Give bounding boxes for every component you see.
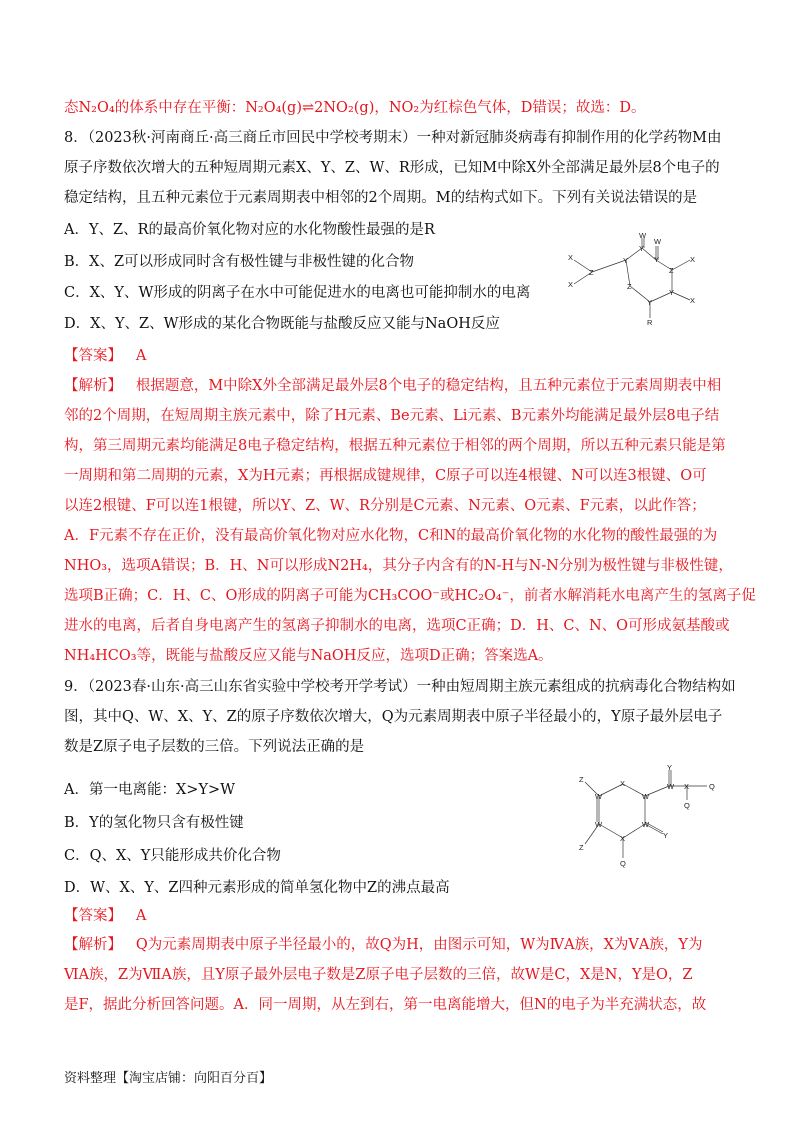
question-9-analysis-2: ⅥA族，Z为ⅦA族，且Y原子最外层电子数是Z原子电子层数的三倍，故W是C，X是N，Y是O，Z: [64, 967, 693, 983]
analysis-text: 根据题意，M中除X外全部满足最外层8个电子的稳定结构，且五种元素位于元素周期表中相: [135, 378, 722, 394]
fig8-atom-y-bot: Y: [647, 298, 653, 307]
question-9-answer: [64, 906, 146, 926]
question-9-stem-2: 图，其中Q、W、X、Y、Z的原子序数依次增大，Q为元素周期表中原子半径最小的，Y原子最外层电子: [64, 709, 723, 725]
question-9-structure-diagram: [575, 762, 725, 874]
question-9-stem-1: 9．（2023春·山东·高三山东省实验中学校考开学考试）一种由短周期主族元素组成的抗病毒化合物结构如: [64, 679, 736, 695]
question-8-option-d: D．X、Y、Z、W形成的某化合物既能与盐酸反应又能与NaOH反应: [64, 316, 500, 332]
analysis-tag: 【解析】: [64, 378, 122, 394]
fig8-atom-x2: X: [568, 280, 574, 289]
fig8-atom-y-right: Y: [669, 288, 675, 297]
question-9-option-b: B．Y的氢化物只含有极性键: [64, 815, 244, 831]
question-8-structure-diagram: [560, 232, 710, 332]
question-8-analysis-8: 选项B正确；C．H、C、O形成的阴离子可能为CH₃COO⁻或HC₂O₄⁻，前者水解消耗水电离产生的氢离子促: [64, 588, 756, 604]
question-8-analysis-10: NH₄HCO₃等，既能与盐酸反应又能与NaOH反应，选项D正确；答案选A。: [64, 648, 553, 664]
fig8-atom-y-top: Y: [639, 244, 645, 253]
fig9-atom-q-ext: Q: [709, 782, 715, 791]
fig8-atom-x-right: X: [690, 255, 696, 264]
question-8-stem-3: 稳定结构，且五种元素位于元素周期表中相邻的2个周期。M的结构式如下。下列有关说法错误的是: [64, 190, 698, 206]
question-8-analysis-4: 一周期和第二周期的元素，X为H元素；再根据成键规律，C原子可以连4根键、N可以连3根键、O可: [64, 468, 707, 484]
question-8-stem-1: 8．（2023秋·河南商丘·高三商丘市回民中学校考期末）一种对新冠肺炎病毒有抑制作用的化学药物M由: [64, 130, 722, 146]
fig9-atom-q-ext2: Q: [684, 801, 690, 810]
answer-tag: 【答案】: [64, 908, 122, 924]
fig9-atom-w2: W: [642, 792, 650, 801]
fig8-atom-z-left: Z: [589, 268, 594, 277]
analysis-tag: 【解析】: [64, 937, 122, 953]
question-9-option-a: A．第一电离能：X>Y>W: [64, 782, 236, 798]
fig8-atom-r-bot: R: [647, 318, 653, 327]
fig9-atom-y-right: Y: [663, 831, 669, 840]
analysis-text: Q为元素周期表中原子半径最小的，故Q为H，由图示可知，W为ⅣA族，X为ⅤA族，Y为: [135, 937, 703, 953]
fig9-atom-w4: W: [642, 820, 650, 829]
fig9-atom-y-top: Y: [667, 763, 673, 772]
fig9-atom-x-ext: X: [684, 782, 690, 791]
question-8-analysis-9: 进水的电离，后者自身电离产生的氢离子抑制水的电离，选项C正确；D．H、C、N、O可形成氨基酸或: [64, 618, 730, 634]
answer-tag: 【答案】: [64, 348, 122, 364]
question-8-stem-2: 原子序数依次增大的五种短周期元素X、Y、Z、W、R形成，已知M中除X外全部满足最外层8个电子的: [64, 160, 720, 176]
fig9-atom-w-ext: W: [667, 782, 675, 791]
fig8-atom-x1: X: [568, 253, 574, 262]
fig8-atom-w-top: W: [639, 232, 647, 240]
question-8-answer: [64, 346, 146, 366]
fig9-atom-x-bot: X: [620, 834, 626, 843]
question-8-analysis-2: 邻的2个周期，在短周期主族元素中，除了H元素、Be元素、Li元素、B元素外均能满足最外层8电子结: [64, 408, 720, 424]
fig8-atom-z-bot: Z: [627, 282, 632, 291]
question-9-stem-3: 数是Z原子电子层数的三倍。下列说法正确的是: [64, 739, 365, 755]
fig8-atom-z-right: Z: [669, 266, 674, 275]
fig8-atom-w-top2: W: [654, 237, 662, 246]
prev-answer-tail: 态N₂O₄的体系中存在平衡：N₂O₄(g)⇌2NO₂(g)，NO₂为红棕色气体，D错误；故选：D。: [64, 100, 646, 116]
answer-value: A: [135, 908, 147, 924]
question-8-analysis-7: NHO₃，选项A错误；B．H、N可以形成N2H₄，其分子内含有的N-H与N-N分别为极性键与非极性键，: [64, 558, 733, 574]
question-9-analysis-1: [64, 935, 702, 955]
page-footer: 资料整理【淘宝店铺：向阳百分百】: [64, 1071, 273, 1086]
fig8-atom-x-br: X: [690, 296, 696, 305]
question-8-analysis-6: A．F元素不存在正价，没有最高价氧化物对应水化物，C和N的最高价氧化物的水化物的酸性最强的为: [64, 528, 718, 544]
question-9-analysis-3: 是F，据此分析回答问题。A．同一周期，从左到右，第一电离能增大，但N的电子为半充满状态，故: [64, 997, 707, 1013]
fig8-atom-y-top2: Y: [654, 255, 660, 264]
question-8-option-b: B．X、Z可以形成同时含有极性键与非极性键的化合物: [64, 254, 415, 270]
fig9-atom-q-bot: Q: [620, 859, 626, 868]
question-9-option-c: C．Q、X、Y只能形成共价化合物: [64, 848, 281, 864]
fig9-atom-w1: W: [595, 792, 603, 801]
fig9-atom-x-top: X: [620, 779, 626, 788]
fig9-atom-w3: W: [595, 820, 603, 829]
fig9-atom-z2: Z: [579, 843, 584, 852]
question-9-option-d: D．W、X、Y、Z四种元素形成的简单氢化物中Z的沸点最高: [64, 880, 450, 896]
answer-value: A: [135, 348, 147, 364]
question-8-analysis-5: 以连2根键、F可以连1根键，所以Y、Z、W、R分别是C元素、N元素、O元素、F元素，以此作答；: [64, 498, 706, 514]
fig8-atom-y-left: Y: [623, 256, 629, 265]
fig9-atom-z1: Z: [579, 775, 584, 784]
question-8-analysis-1: [64, 376, 721, 396]
question-8-analysis-3: 构，第三周期元素均能满足8电子稳定结构，根据五种元素位于相邻的两个周期，所以五种元素只能是第: [64, 438, 726, 454]
question-8-option-a: A．Y、Z、R的最高价氧化物对应的水化物酸性最强的是R: [64, 222, 435, 238]
question-8-option-c: C．X、Y、W形成的阴离子在水中可能促进水的电离也可能抑制水的电离: [64, 285, 531, 301]
